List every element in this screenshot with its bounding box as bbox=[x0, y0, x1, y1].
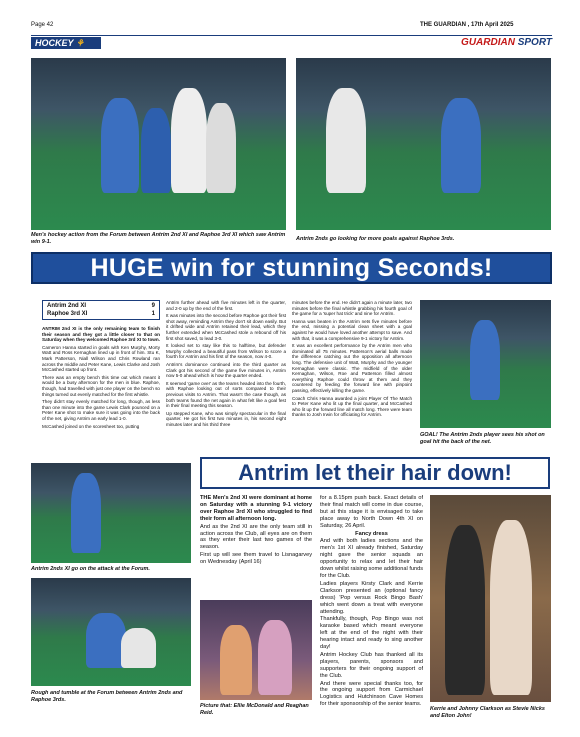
caption-tumble: Rough and tumble at the Forum between Antrim 2nds and Raphoe 3rds. bbox=[31, 690, 183, 703]
caption-top-left: Men's hockey action from the Forum between Antrim 2nd XI and Raphoe 3rd XI which saw Antrim win 9-1. bbox=[31, 232, 286, 245]
brand-logo bbox=[461, 37, 552, 49]
score-value-away: 1 bbox=[151, 310, 155, 317]
paragraph: There was an empty bench this time out which meant it would be a busy afternoon for the men in blue. Raphoe, though, had travelled with just one player on the bench so things turned out evenly matched for the first whistle. bbox=[42, 374, 160, 397]
paragraph: It was an excellent performance by the Antrim men who dominated all 75 minutes. Patterson's aerial balls made the difference catching out the opposition all afternoon long. The defensive unit of Watt, Murphy and the younger Kernaghan were classic. The midfield of the older Kernaghan, Wilson, Roe and Patterson filled almost everything Raphoe could throw at them and they countered by feeding the forward line with pinpoint passing, effectively killing the game. bbox=[292, 343, 412, 393]
score-team-away: Raphoe 3rd XI bbox=[47, 310, 88, 317]
paragraph: for a 8.15pm push back. Exact details of their final match will come in due course, but at this stage it is envisaged to take place away to North Down 4th XI on Saturday, 26 April. bbox=[320, 495, 423, 529]
caption-fancy-dress: Kerrie and Johnny Clarkson as Stevie Nicks and Elton John! bbox=[430, 706, 545, 719]
page-number: Page 42 bbox=[31, 22, 54, 28]
paragraph: Coach Chris Hanna awarded a joint Player Of The Match to Peter Kane who lit up the final quarter, and McCashed who lit up the forward line all match long. There were team thanks to Josh Irwin for officiating for Antrim. bbox=[292, 395, 412, 418]
section-tag-label: HOCKEY bbox=[35, 38, 74, 48]
paragraph: minutes before the end. He didn't again a minute later, two minutes before the final whistle grabbing his fourth goal of the game for a 'super hat trick' and nine for Antrim. bbox=[292, 300, 412, 317]
article2-column-2 bbox=[320, 495, 423, 725]
photo-fancy-dress bbox=[430, 495, 551, 702]
main-headline: HUGE win for stunning Seconds! bbox=[31, 252, 552, 284]
paragraph: Up stepped Kane, who was simply spectacular in the final quarter. He got his first two minutes in, his second eight minutes later and his third three bbox=[166, 410, 286, 427]
score-box bbox=[42, 300, 160, 320]
paragraph: First up will see them travel to Lisnagarvey on Wednesday (April 16) bbox=[200, 552, 312, 566]
paragraph: ANTRIM 2nd XI is the only remaining team to finish their season and they got a little closer to that on Saturday when they welcomed Raphoe 3rd XI to town. bbox=[42, 326, 160, 343]
hockey-stick-icon: ⚘ bbox=[75, 38, 84, 48]
paragraph: Antrim further ahead with five minutes left in the quarter, and 2-0 up by the end of the first. bbox=[166, 300, 286, 311]
paragraph: And as the 2nd XI are the only team still in action across the Club, all eyes are on them as they enter their last two games of the season. bbox=[200, 523, 312, 551]
score-line-home bbox=[47, 303, 155, 311]
paragraph: It seemed 'game over' as the teams headed into the fourth, with Raphoe looking out of sorts compared to their previous visits to Antrim. That wasn't the case though, as both teams found the net again in what felt like a goal fest in their final meeting this season. bbox=[166, 380, 286, 409]
second-headline: Antrim let their hair down! bbox=[200, 457, 550, 489]
photo-tumble bbox=[31, 578, 191, 686]
photo-selfie bbox=[200, 600, 312, 700]
photo-goal bbox=[420, 300, 551, 428]
caption-attack: Antrim 2nds XI go on the attack at the Forum. bbox=[31, 566, 150, 572]
paragraph: Hanna was beaten in the Antrim nets five minutes before the end, missing a potential clean sheet with a goal against he would have loved another attempt to save. And with that, it was a comprehensive 9-1 victory for Antrim. bbox=[292, 318, 412, 341]
caption-selfie: Picture that: Ellie McDonald and Reaghan Reid. bbox=[200, 703, 309, 716]
paragraph: Antrim's dominance continued into the third quarter as Clark got his second of the game five minutes in, Antrim now 5-0 ahead which is how the quarter ended. bbox=[166, 361, 286, 379]
score-line-away bbox=[47, 311, 155, 319]
brand-logo-b: SPORT bbox=[517, 37, 552, 48]
score-team-home: Antrim 2nd XI bbox=[47, 303, 87, 309]
paragraph: McCashed joined on the scoresheet too, putting bbox=[42, 423, 140, 429]
paragraph: And with both ladies sections and the men's 1st XI already finished, Saturday night gave the senior squads an opportunity to relax and let their hair down whilst raising some additional funds for the Club. bbox=[320, 538, 423, 579]
paragraph: They didn't stay evenly matched for long, though, as less than one minute into the game Lewis Clark pounced on a Peter Kane shot to make sure it was going into the back of the net, giving Antrim an early lead 1-0. bbox=[42, 399, 160, 421]
paragraph: It looked set to stay like this to halftime, but defender Murphy collected a beautiful pass from Wilson to score a fourth for Antrim and his first of the season, now 4-0. bbox=[166, 343, 286, 360]
article1-column-2 bbox=[166, 300, 286, 446]
paragraph: And there were special thanks too, for the ongoing support from Carmichael Logistics and Hutchinson Cave Homes for their sponsorship of the senior teams. bbox=[320, 680, 423, 708]
paragraph: Ladies players Kirsty Clark and Kerrie Clarkson presented an (optional fancy dress) 'Pop versus Rock Bingo Bash' which went down a treat with everyone attending. bbox=[320, 580, 423, 615]
section-bar bbox=[31, 35, 552, 49]
paragraph: It was minutes into the second before Raphoe got their first shot away, reminding Antrim they don't sit down easily. But it drifted wide and Antrim retained their lead, which they further extended when McCashed stole a rebound off his first shot saved, to lead 3-0. bbox=[166, 313, 286, 341]
paragraph: Thankfully, though, Pop Bingo was not karaoke based which meant everyone left at the end of the night with their hearing intact and ready to sing another day! bbox=[320, 616, 423, 651]
brand-logo-a: GUARDIAN bbox=[461, 37, 515, 48]
caption-top-right: Antrim 2nds go looking for more goals against Raphoe 3rds. bbox=[296, 236, 455, 242]
photo-top-right bbox=[296, 58, 551, 230]
paragraph: Antrim Hockey Club has thanked all its players, parents, sponsors and supporters for their ongoing support of the Club. bbox=[320, 651, 423, 679]
article1-column-3 bbox=[292, 300, 412, 446]
photo-top-left bbox=[31, 58, 286, 230]
score-value-home: 9 bbox=[151, 303, 155, 309]
paper-date: THE GUARDIAN , 17th April 2025 bbox=[420, 22, 514, 28]
caption-goal: GOAL! The Antrim 2nds player sees his shot on goal hit the back of the net. bbox=[420, 432, 545, 445]
article1-column-1 bbox=[42, 326, 160, 446]
article2-column-1 bbox=[200, 495, 312, 597]
photo-attack bbox=[31, 463, 191, 563]
section-tag bbox=[31, 37, 101, 49]
paragraph: Cameron Hanna started in goals with Ken Murphy, Morty Watt and Ross Kernaghan lined up in front of him. Stu K, Mark Patterson, Niall Wilson and Chris Rowland ran across the middle and Peter Kane, Lewis Clarke and Josh McCashed started up front. bbox=[42, 344, 160, 373]
subheading: Fancy dress bbox=[355, 530, 388, 537]
paragraph: THE Men's 2nd XI were dominant at home on Saturday with a stunning 9-1 victory over Raphoe 3rd XI who struggled to find their form all afternoon long. bbox=[200, 495, 312, 522]
